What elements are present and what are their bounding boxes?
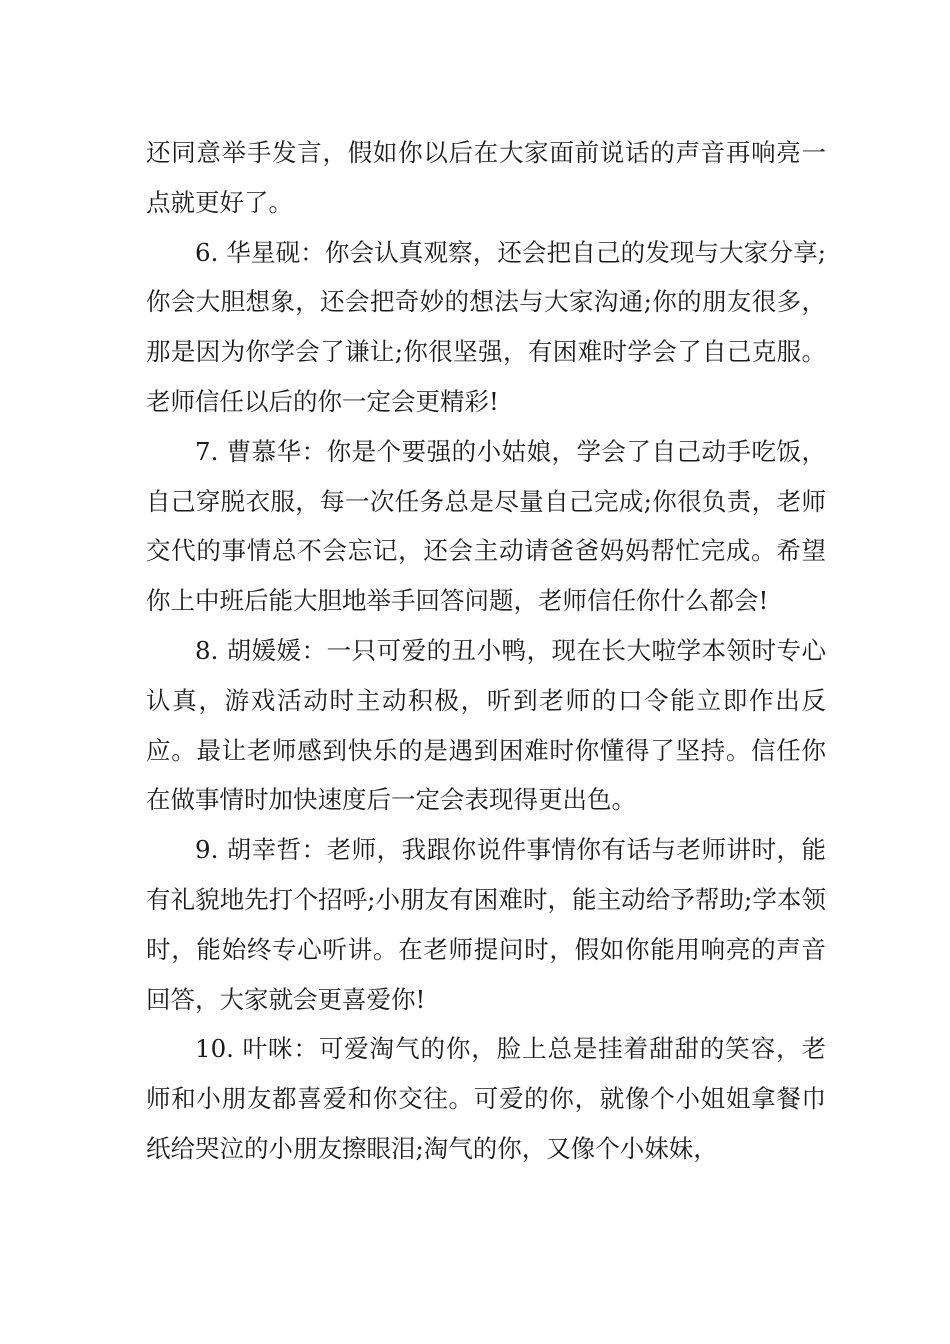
paragraph-8: 8. 胡媛媛：一只可爱的丑小鸭，现在长大啦学本领时专心认真，游戏活动时主动积极，听到老师的口令能立即作出反应。最让老师感到快乐的是遇到困难时你懂得了坚持。信任你在做事情时加快速度后一定会表现得更出色。	[146, 635, 826, 815]
document-body	[146, 128, 826, 1174]
paragraph-9: 9. 胡幸哲：老师，我跟你说件事情你有话与老师讲时，能有礼貌地先打个招呼;小朋友有困难时，能主动给予帮助;学本领时，能始终专心听讲。在老师提问时，假如你能用响亮的声音回答，大家就会更喜爱你!	[146, 835, 826, 1014]
paragraph-6: 6. 华星砚：你会认真观察，还会把自己的发现与大家分享;你会大胆想象，还会把奇妙的想法与大家沟通;你的朋友很多，那是因为你学会了谦让;你很坚强，有困难时学会了自己克服。老师信任以后的你一定会更精彩!	[146, 237, 826, 416]
paragraph-5-continuation: 还同意举手发言，假如你以后在大家面前说话的声音再响亮一点就更好了。	[146, 138, 826, 217]
paragraph-10: 10. 叶咪：可爱淘气的你，脸上总是挂着甜甜的笑容，老师和小朋友都喜爱和你交往。可爱的你，就像个小姐姐拿餐巾纸给哭泣的小朋友擦眼泪;淘气的你，又像个小妹妹，	[146, 1034, 826, 1163]
paragraph-7: 7. 曹慕华：你是个要强的小姑娘，学会了自己动手吃饭，自己穿脱衣服，每一次任务总是尽量自己完成;你很负责，老师交代的事情总不会忘记，还会主动请爸爸妈妈帮忙完成。希望你上中班后能大胆地举手回答问题，老师信任你什么都会!	[146, 436, 826, 616]
